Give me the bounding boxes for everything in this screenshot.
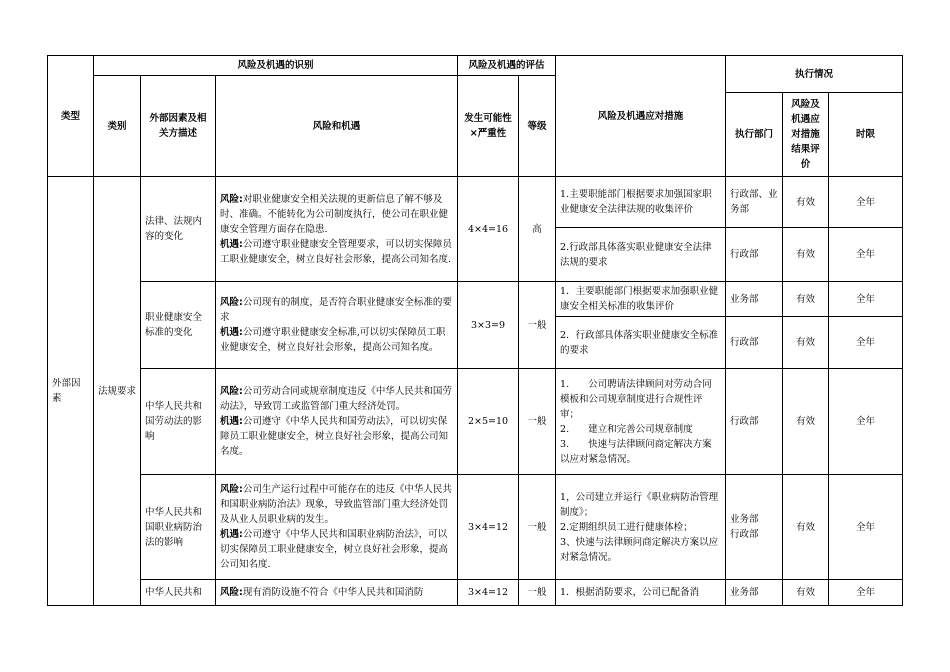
risk-text: 对职业健康安全相关法规的更新信息了解不够及时、准确。不能转化为公司制度执行，使公司在职业健康安全管理方面存在隐患.: [220, 193, 449, 235]
opportunity-label: 机遇:: [220, 327, 243, 338]
measure-cell: 1.主要职能部门根据要求加强国家职业健康安全法律法规的收集评价: [556, 177, 726, 228]
risk-text: 公司现有的制度，是否符合职业健康安全标准的要求: [220, 297, 452, 323]
dept-cell: 业务部: [726, 282, 783, 317]
risk-label: 风险:: [220, 484, 243, 495]
deadline-cell: 全年: [829, 317, 903, 369]
opportunity-label: 机遇:: [220, 238, 243, 250]
result-cell: 有效: [783, 317, 829, 369]
risk-opportunity-table: [47, 55, 903, 606]
risk-text: 公司生产运行过程中可能存在的违反《中华人民共和国职业病防治法》现象，导致监管部门重大经济处罚及从业人员职业病的发生。: [220, 484, 452, 525]
header-category: 类别: [94, 76, 141, 177]
dept-cell: 行政部、业务部: [726, 177, 783, 228]
measure-line: 3、快速与法律顾问商定解决方案以应对紧急情况。: [560, 536, 719, 563]
risk-text: 现有消防设施不符合《中华人民共和国消防: [242, 587, 424, 598]
measure-cell: [556, 475, 726, 580]
score-cell: 2×5=10: [458, 369, 519, 475]
result-cell: 有效: [783, 282, 829, 317]
measure-line: 2.定期组织员工进行健康体检；: [560, 521, 693, 533]
opportunity-text: 公司遵守职业健康安全管理要求，可以切实保障员工职业健康安全，树立良好社会形象，提高公司知名度.: [220, 238, 452, 265]
measure-cell: 1．根据消防要求，公司已配备消: [556, 580, 726, 606]
level-cell: 一般: [519, 369, 556, 475]
measure-line: 1. 公司聘请法律顾问对劳动合同模板和公司规章制度进行合规性评审；: [560, 378, 712, 420]
level-cell: 一般: [519, 282, 556, 369]
risk-label: 风险:: [220, 193, 243, 205]
result-cell: 有效: [783, 369, 829, 475]
dept-cell: 行政部: [726, 317, 783, 369]
category-cell: 法规要求: [94, 177, 141, 606]
measure-cell: [556, 369, 726, 475]
dept-line: 行政部: [730, 529, 759, 540]
score-cell: 3×3=9: [458, 282, 519, 369]
opportunity-text: 公司遵守《中华人民共和国劳动法》，可以切实保障员工职业健康安全，树立良好社会形象，提高公司知名度。: [220, 416, 449, 457]
measure-line: 3. 快速与法律顾问商定解决方案以应对紧急情况。: [560, 438, 712, 465]
risk-opportunity-cell: [216, 282, 458, 369]
dept-cell: [726, 475, 783, 580]
measure-cell: 2．行政部具体落实职业健康安全标准的要求: [556, 317, 726, 369]
opportunity-text: 公司遵守职业健康安全标准,可以切实保障员工职业健康安全，树立良好社会形象，提高公司知名度。: [220, 327, 446, 353]
header-execution-group: 执行情况: [726, 56, 903, 93]
header-identify-group: 风险及机遇的识别: [94, 56, 458, 76]
risk-opportunity-cell: [216, 580, 458, 606]
deadline-cell: 全年: [829, 228, 903, 282]
measure-line: 1，公司建立并运行《职业病防治管理制度》；: [560, 491, 719, 518]
risk-opportunity-cell: [216, 369, 458, 475]
level-cell: 一般: [519, 475, 556, 580]
header-deadline: 时限: [829, 93, 903, 177]
result-cell: 有效: [783, 228, 829, 282]
header-dept: 执行部门: [726, 93, 783, 177]
score-cell: 4×4=16: [458, 177, 519, 282]
header-likelihood: 发生可能性×严重性: [458, 76, 519, 177]
result-cell: 有效: [783, 177, 829, 228]
deadline-cell: 全年: [829, 282, 903, 317]
deadline-cell: 全年: [829, 177, 903, 228]
risk-text: 公司劳动合同或规章制度违反《中华人民共和国劳动法》，导致罚工或监管部门重大经济处罚。: [220, 386, 452, 412]
measure-cell: 1．主要职能部门根据要求加强职业健康安全相关标准的收集评价: [556, 282, 726, 317]
factor-cell: 中华人民共和国职业病防治法的影响: [141, 475, 216, 580]
header-type: 类型: [48, 56, 94, 177]
measure-cell: 2.行政部具体落实职业健康安全法律法规的要求: [556, 228, 726, 282]
result-cell: 有效: [783, 580, 829, 606]
level-cell: 一般: [519, 580, 556, 606]
header-level: 等级: [519, 76, 556, 177]
dept-line: 业务部: [730, 514, 759, 525]
deadline-cell: 全年: [829, 369, 903, 475]
result-cell: 有效: [783, 475, 829, 580]
factor-cell: 中华人民共和: [141, 580, 216, 606]
risk-label: 风险:: [220, 386, 243, 397]
risk-opportunity-cell: [216, 475, 458, 580]
dept-cell: 业务部: [726, 580, 783, 606]
risk-label: 风险:: [220, 297, 243, 308]
deadline-cell: 全年: [829, 475, 903, 580]
header-result: 风险及机遇应对措施结果评价: [783, 93, 829, 177]
deadline-cell: 全年: [829, 580, 903, 606]
header-factor: 外部因素及相关方描述: [141, 76, 216, 177]
opportunity-label: 机遇:: [220, 416, 243, 427]
factor-cell: 职业健康安全标准的变化: [141, 282, 216, 369]
opportunity-label: 机遇:: [220, 529, 243, 540]
measure-line: 2. 建立和完善公司规章制度: [560, 423, 693, 435]
opportunity-text: 公司遵守《中华人民共和国职业病防治法》，可以切实保障员工职业健康安全，树立良好社会形象，提高公司知名度.: [220, 529, 449, 570]
header-risk-opportunity: 风险和机遇: [216, 76, 458, 177]
factor-cell: 法律、法规内容的变化: [141, 177, 216, 282]
level-cell: 高: [519, 177, 556, 282]
score-cell: 3×4=12: [458, 580, 519, 606]
factor-cell: 中华人民共和国劳动法的影响: [141, 369, 216, 475]
risk-label: 风险:: [220, 587, 243, 598]
type-cell: 外部因素: [48, 177, 94, 606]
header-measures: 风险及机遇应对措施: [556, 56, 726, 177]
risk-opportunity-cell: [216, 177, 458, 282]
dept-cell: 行政部: [726, 369, 783, 475]
score-cell: 3×4=12: [458, 475, 519, 580]
header-evaluate-group: 风险及机遇的评估: [458, 56, 556, 76]
dept-cell: 行政部: [726, 228, 783, 282]
